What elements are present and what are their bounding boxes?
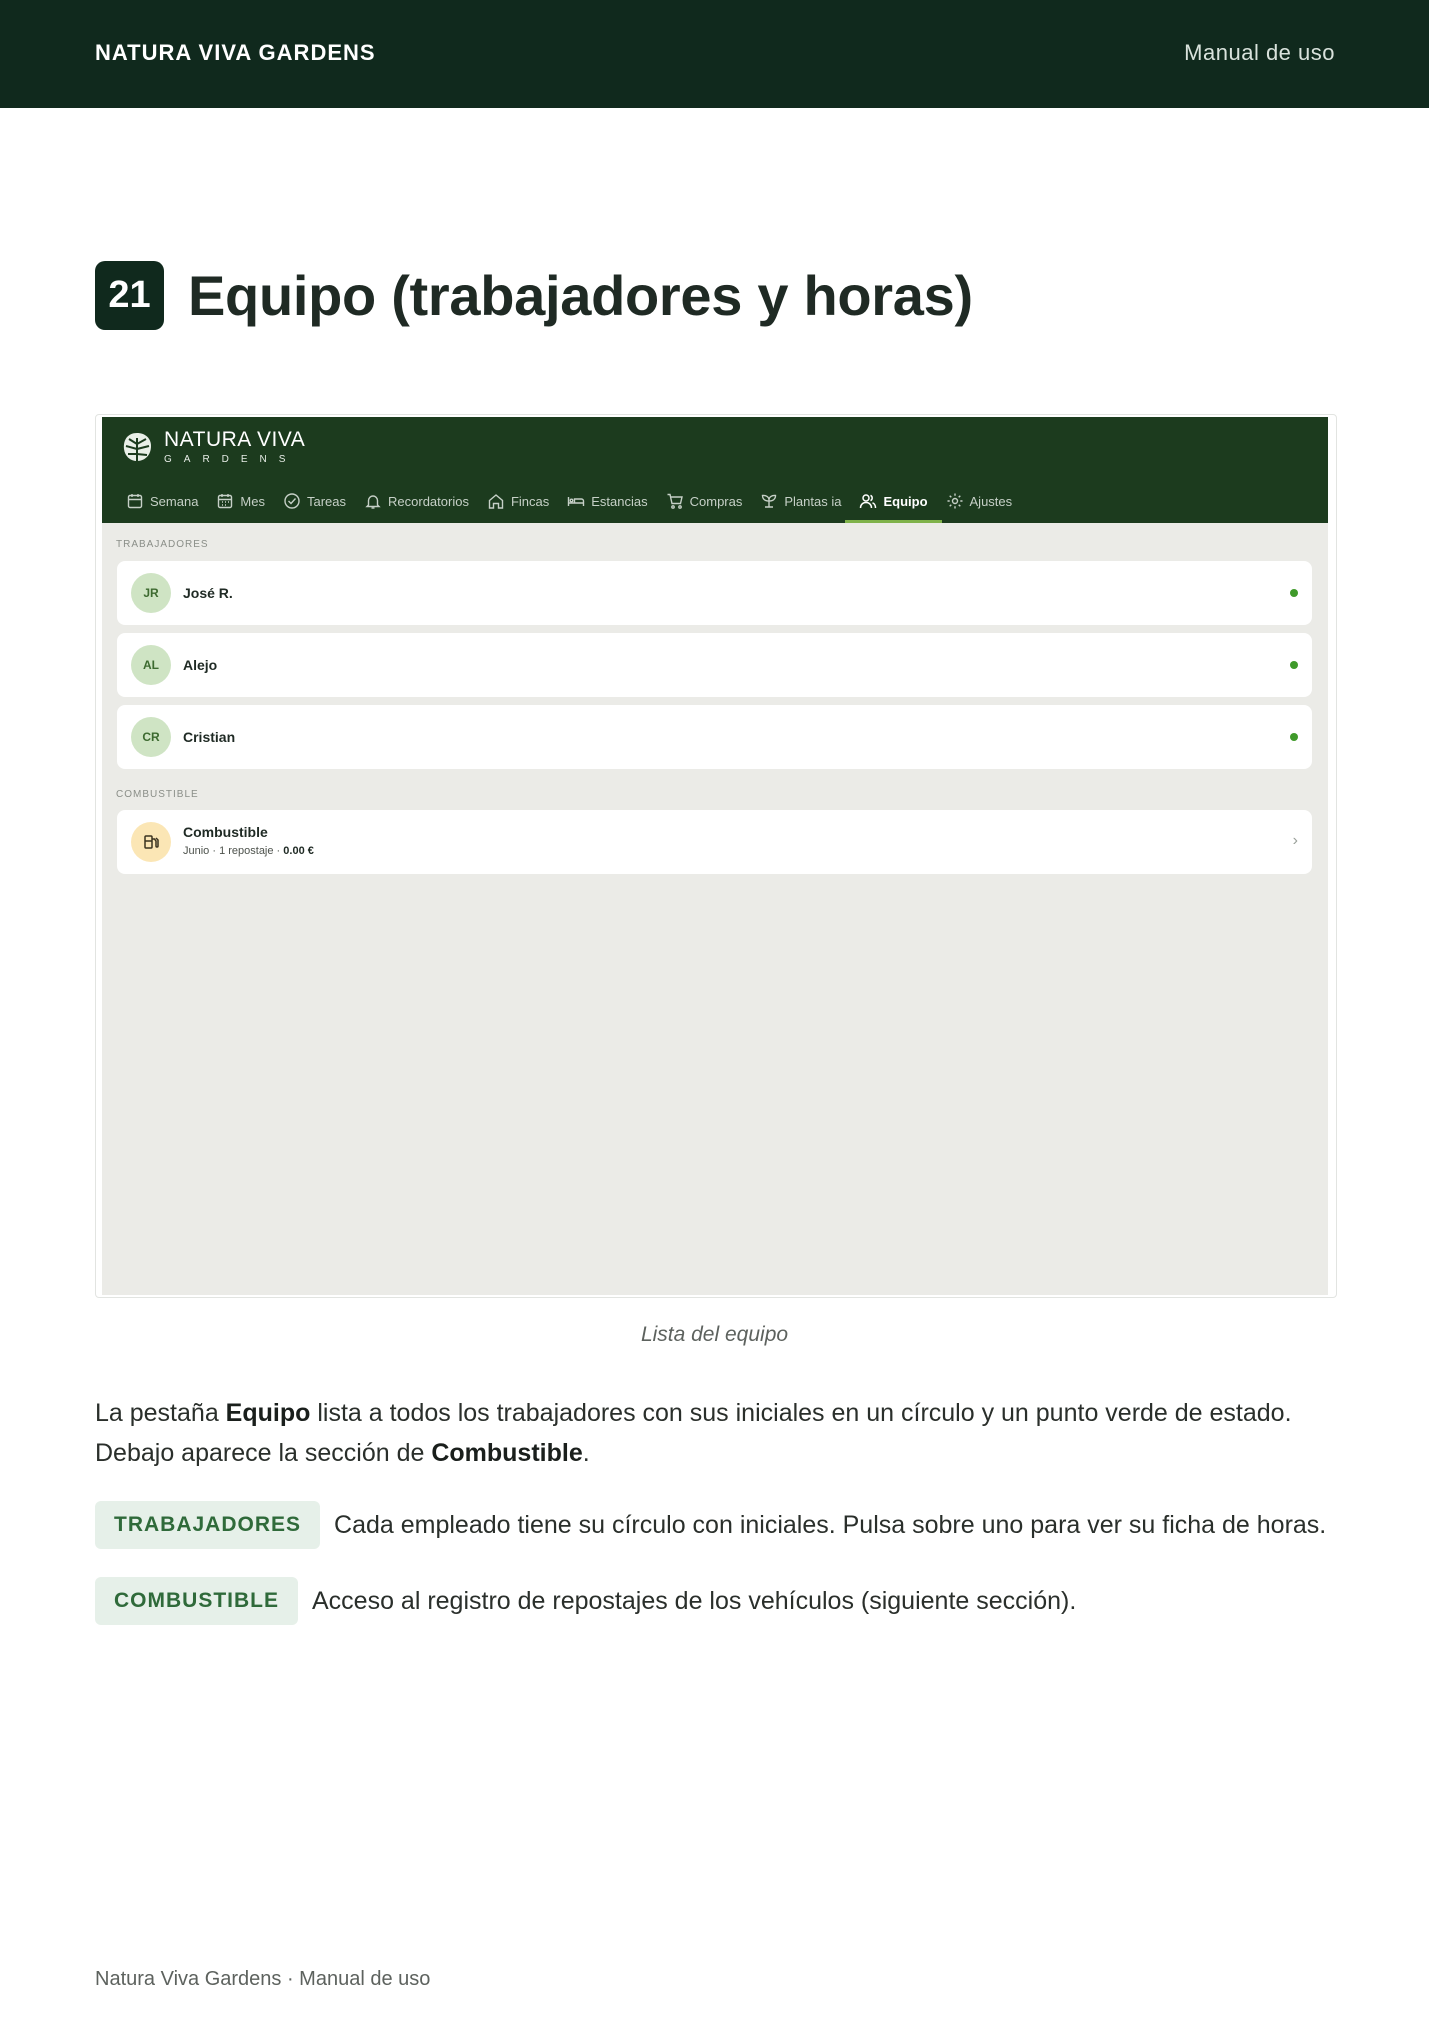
tab-label: Fincas [510,493,550,509]
status-dot [1290,661,1298,669]
tab-equipo[interactable] [857,483,941,519]
bold-text: Equipo [225,1399,311,1427]
check-circle-icon [283,492,301,510]
status-dot [1290,733,1298,741]
section-number: 21 [95,261,164,330]
tab-label: Tareas [306,493,347,509]
home-icon [487,492,505,510]
tab-label: Recordatorios [388,493,469,509]
header-brand: NATURA VIVA GARDENS [95,40,376,65]
tab-semana[interactable] [124,483,212,519]
avatar: CR [131,717,171,757]
worker-name: Alejo [183,657,218,673]
tab-label: Ajustes [969,493,1013,509]
cart-icon [666,492,684,510]
fuel-section-label: COMBUSTIBLE [116,789,199,800]
app-tab-bar [124,483,1028,523]
avatar: JR [131,573,171,613]
text: La pestaña [95,1399,226,1427]
definition-text: Cada empleado tiene su círculo con iniciales. Pulsa sobre uno para ver su ficha de horas. [334,1510,1327,1539]
tab-plantas-ia[interactable] [758,483,855,519]
tab-ajustes[interactable] [944,483,1027,519]
app-logo-name: NATURA VIVA [164,428,306,451]
gear-icon [946,492,964,510]
tab-label: Semana [150,493,199,509]
bed-icon [567,492,585,510]
page-header [0,0,1429,108]
figure-caption: Lista del equipo [640,1323,789,1346]
text: . [582,1439,590,1467]
tab-label: Compras [689,493,743,509]
definition-term-chip: TRABAJADORES [95,1501,320,1549]
worker-row[interactable] [117,633,1312,697]
worker-row[interactable] [117,561,1312,625]
status-dot [1290,589,1298,597]
tab-recordatorios[interactable] [362,483,483,519]
tab-label: Plantas ia [784,493,842,509]
workers-section-label: TRABAJADORES [116,539,209,550]
app-screenshot [95,414,1337,1298]
tab-label: Estancias [591,493,648,509]
worker-row[interactable] [117,705,1312,769]
app-logo [120,429,305,465]
tab-compras[interactable] [664,483,757,519]
tab-label: Equipo [883,493,928,509]
body-paragraph [95,1393,1335,1473]
fuel-row[interactable] [117,810,1312,874]
calendar-grid-icon [216,492,234,510]
calendar-icon [126,492,144,510]
app-window [102,417,1328,1295]
tab-tareas[interactable] [281,483,360,519]
tab-mes[interactable] [214,483,279,519]
header-doc-title: Manual de uso [1184,40,1335,65]
definition-text: Acceso al registro de repostajes de los vehículos (siguiente sección). [312,1586,1077,1615]
tab-label: Mes [240,493,265,509]
chevron-right-icon: › [1292,832,1298,849]
tab-fincas[interactable] [485,483,563,519]
users-icon [859,492,877,510]
tab-estancias[interactable] [565,483,661,519]
worker-name: José R. [183,585,233,601]
app-header [102,417,1328,523]
definition-item [95,1577,1076,1625]
definition-term-chip: COMBUSTIBLE [95,1577,298,1625]
text: lista a todos los trabajadores con sus iniciales en un círculo y un punto verde de estado. Debajo aparece la sección de [95,1399,1292,1467]
fuel-title: Combustible [183,824,268,840]
plant-icon [760,492,778,510]
fuel-summary: Junio · 1 repostaje · [183,845,284,857]
fuel-subtitle [183,845,314,857]
avatar: AL [131,645,171,685]
bell-icon [364,492,382,510]
fuel-amount: 0.00 € [283,845,314,857]
app-logo-subtitle: GARDENS [164,454,298,465]
page-footer: Natura Viva Gardens · Manual de uso [95,1968,431,1990]
section-heading [95,261,973,330]
bold-text: Combustible [431,1439,583,1467]
worker-name: Cristian [183,729,236,745]
definition-item [95,1501,1326,1549]
monstera-leaf-icon [120,430,154,464]
section-title: Equipo (trabajadores y horas) [188,264,973,327]
fuel-pump-icon [131,822,171,862]
